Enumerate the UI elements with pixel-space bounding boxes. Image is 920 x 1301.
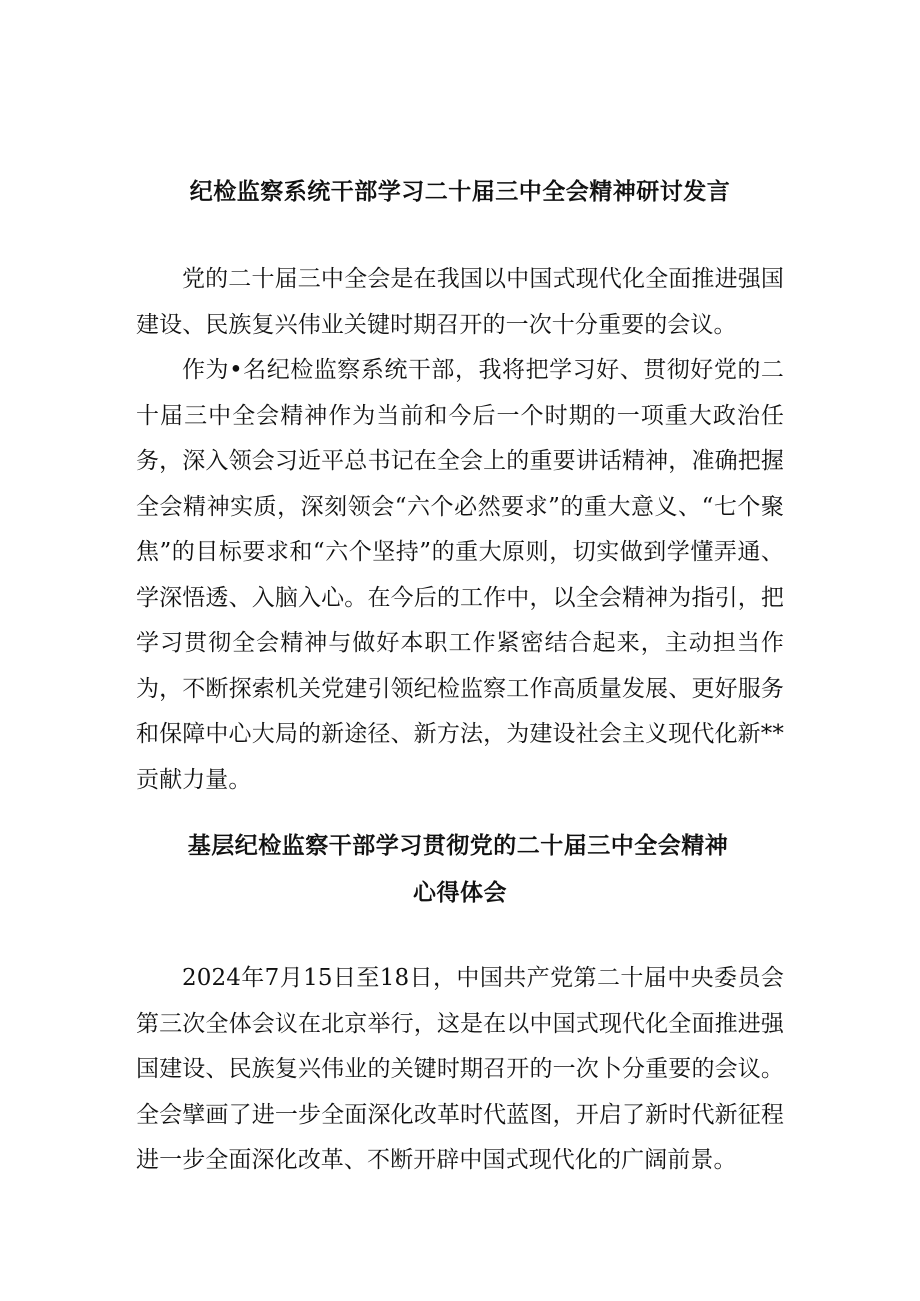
section1-paragraph-1: 党的二十届三中全会是在我国以中国式现代化全面推进强国建设、民族复兴伟业关键时期召开的一次十分重要的会议。 bbox=[136, 266, 784, 338]
section2-paragraph-1: 2024年7月15日至18日，中国共产党第二十届中央委员会第三次全体会议在北京举行，这是在以中国式现代化全面推进强国建设、民族复兴伟业的关键时期召开的一次卜分重要的会议。全会擘画了进一步全面深化改革时代蓝图，开启了新时代新征程进一步全面深化改革、不断开辟中国式现代化的广阔前景。 bbox=[136, 965, 784, 1173]
section2-title-line1: 基层纪检监察干部学习贯彻党的二十届三中全会精神 bbox=[187, 833, 729, 859]
section1-title: 纪检监察系统干部学习二十届三中全会精神研讨发言 bbox=[189, 179, 731, 205]
section1-paragraph-2: 作为•名纪检监察系统干部，我将把学习好、贯彻好党的二十届三中全会精神作为当前和今后一个时期的一项重大政治任务，深入领会习近平总书记在全会上的重要讲话精神，准确把握全会精神实质，深刻领会“六个必然要求”的重大意义、“七个聚焦”的目标要求和“六个坚持”的重大原则，切实做到学懂弄通、学深悟透、入脑入心。在今后的工作中，以全会精神为指引，把学习贯彻全会精神与做好本职工作紧密结合起来，主动担当作为，不断探索机关党建引领纪检监察工作高质量发展、更好服务和保障中心大局的新途径、新方法，为建设社会主义现代化新**贡献力量。 bbox=[136, 357, 784, 793]
section2-title-line2: 心得体会 bbox=[413, 880, 507, 906]
